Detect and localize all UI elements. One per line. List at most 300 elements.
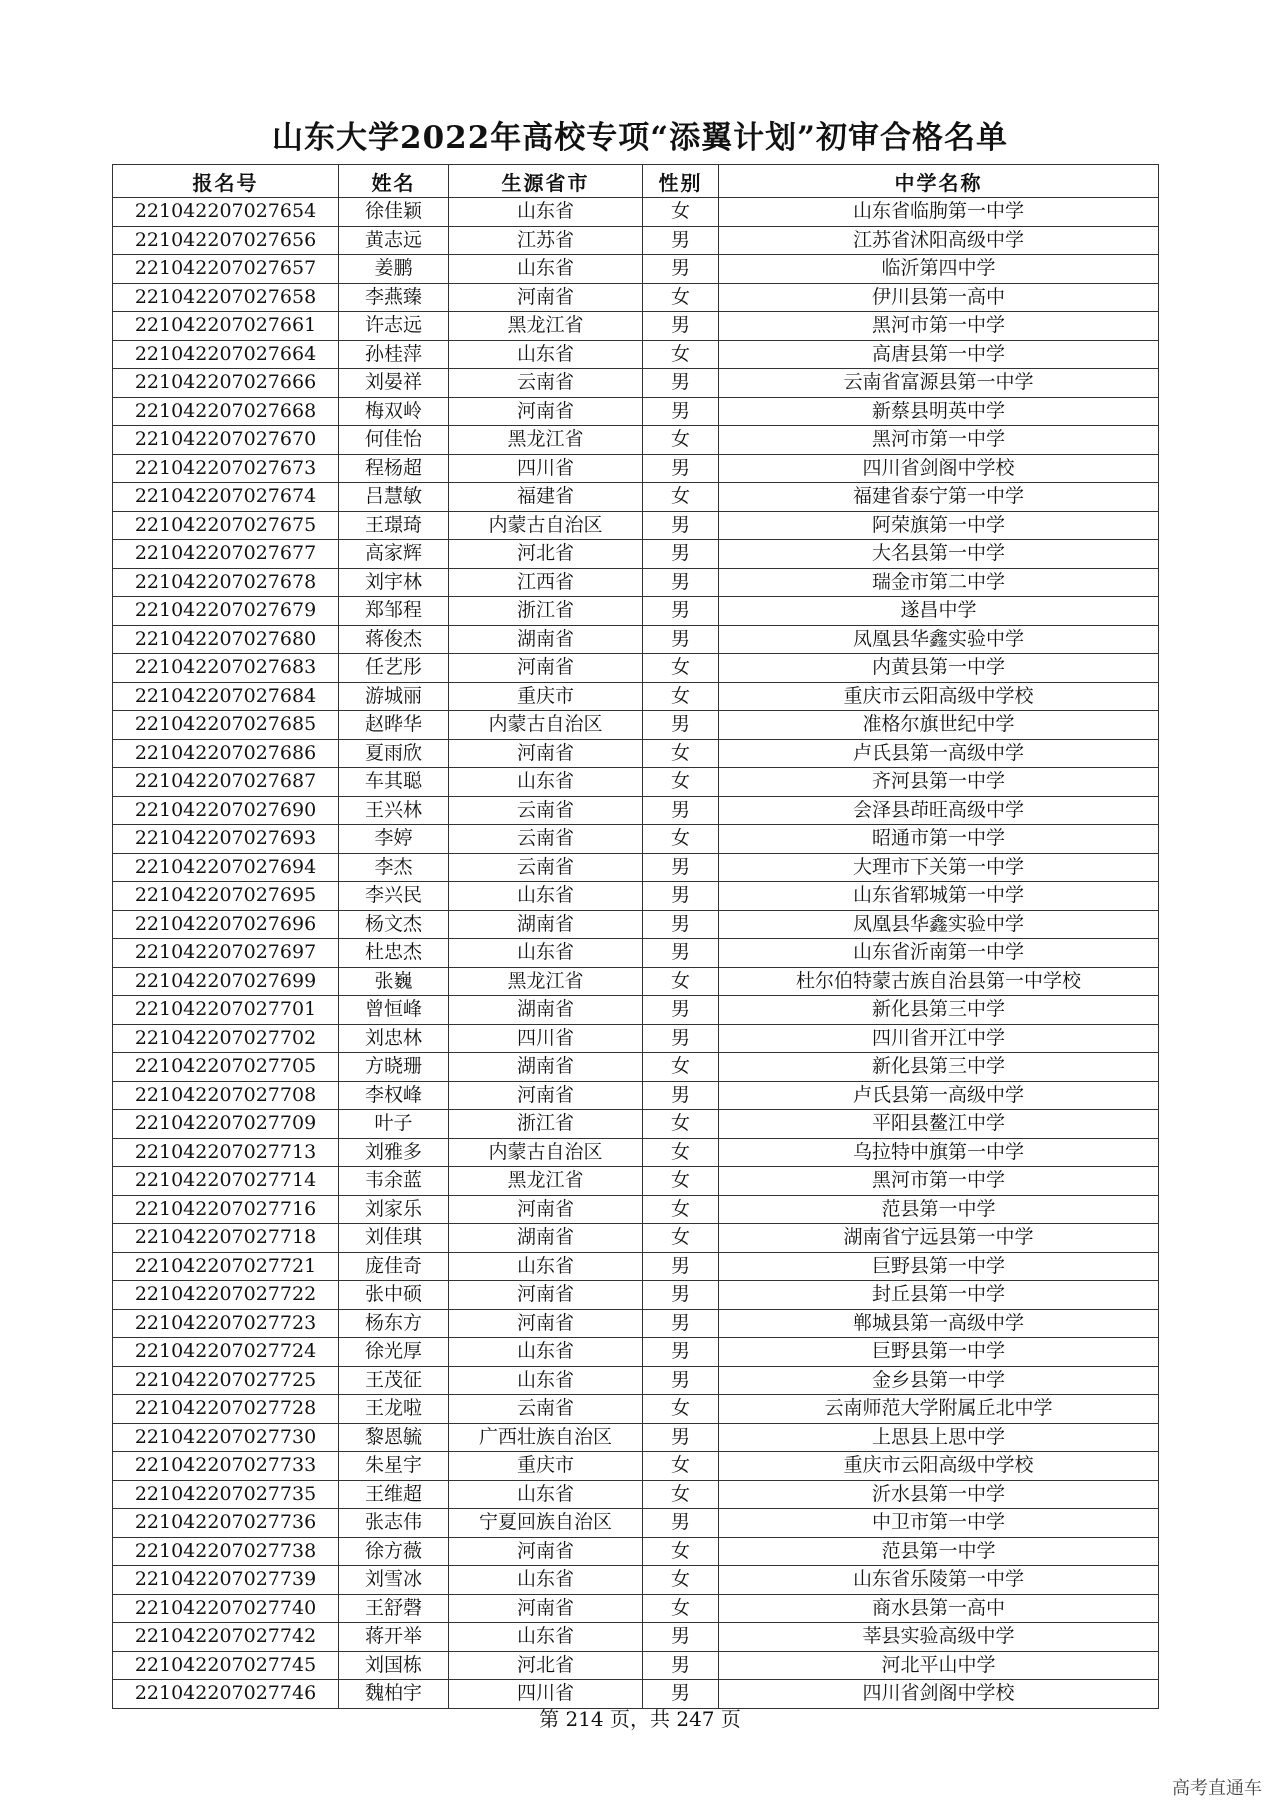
name-cell: 蒋开举 <box>339 1623 449 1652</box>
name-cell: 张志伟 <box>339 1509 449 1538</box>
school-cell: 黑河市第一中学 <box>719 426 1159 455</box>
registration-no-cell: 221042207027735 <box>113 1480 339 1509</box>
school-cell: 新蔡县明英中学 <box>719 397 1159 426</box>
school-cell: 凤凰县华鑫实验中学 <box>719 910 1159 939</box>
registration-no-cell: 221042207027709 <box>113 1110 339 1139</box>
table-row <box>113 1252 1159 1281</box>
registration-no-cell: 221042207027738 <box>113 1537 339 1566</box>
gender-cell: 男 <box>643 1338 719 1367</box>
name-cell: 王璟琦 <box>339 511 449 540</box>
province-cell: 山东省 <box>449 1366 643 1395</box>
gender-cell: 女 <box>643 1480 719 1509</box>
school-cell: 山东省沂南第一中学 <box>719 939 1159 968</box>
registration-no-cell: 221042207027708 <box>113 1081 339 1110</box>
province-cell: 河南省 <box>449 1195 643 1224</box>
name-cell: 王兴林 <box>339 796 449 825</box>
province-cell: 山东省 <box>449 340 643 369</box>
province-cell: 山东省 <box>449 882 643 911</box>
name-cell: 徐方薇 <box>339 1537 449 1566</box>
school-cell: 阿荣旗第一中学 <box>719 511 1159 540</box>
name-cell: 刘家乐 <box>339 1195 449 1224</box>
name-cell: 李燕臻 <box>339 283 449 312</box>
name-cell: 刘雅多 <box>339 1138 449 1167</box>
gender-cell: 女 <box>643 1537 719 1566</box>
school-cell: 会泽县茚旺高级中学 <box>719 796 1159 825</box>
gender-cell: 男 <box>643 540 719 569</box>
province-cell: 云南省 <box>449 825 643 854</box>
name-cell: 王龙啦 <box>339 1395 449 1424</box>
table-row <box>113 255 1159 284</box>
registration-no-cell: 221042207027746 <box>113 1680 339 1709</box>
gender-cell: 女 <box>643 1566 719 1595</box>
gender-cell: 男 <box>643 882 719 911</box>
table-row <box>113 1281 1159 1310</box>
school-cell: 四川省剑阁中学校 <box>719 1680 1159 1709</box>
gender-cell: 男 <box>643 996 719 1025</box>
gender-cell: 男 <box>643 1623 719 1652</box>
registration-no-cell: 221042207027658 <box>113 283 339 312</box>
province-cell: 山东省 <box>449 1623 643 1652</box>
gender-cell: 女 <box>643 1195 719 1224</box>
name-cell: 吕慧敏 <box>339 483 449 512</box>
table-row <box>113 1594 1159 1623</box>
school-cell: 凤凰县华鑫实验中学 <box>719 625 1159 654</box>
table-row <box>113 312 1159 341</box>
province-cell: 河南省 <box>449 1081 643 1110</box>
gender-cell: 女 <box>643 1167 719 1196</box>
school-cell: 内黄县第一中学 <box>719 654 1159 683</box>
table-row <box>113 1110 1159 1139</box>
registration-no-cell: 221042207027728 <box>113 1395 339 1424</box>
name-cell: 庞佳奇 <box>339 1252 449 1281</box>
gender-cell: 女 <box>643 1138 719 1167</box>
registration-no-cell: 221042207027677 <box>113 540 339 569</box>
gender-cell: 男 <box>643 711 719 740</box>
school-cell: 范县第一中学 <box>719 1537 1159 1566</box>
name-cell: 杨东方 <box>339 1309 449 1338</box>
header-row <box>113 165 1159 198</box>
name-cell: 李婷 <box>339 825 449 854</box>
gender-cell: 女 <box>643 426 719 455</box>
gender-cell: 女 <box>643 768 719 797</box>
table-row <box>113 1366 1159 1395</box>
registration-no-cell: 221042207027733 <box>113 1452 339 1481</box>
name-cell: 徐光厚 <box>339 1338 449 1367</box>
name-cell: 许志远 <box>339 312 449 341</box>
table-row <box>113 426 1159 455</box>
province-cell: 河南省 <box>449 1537 643 1566</box>
registration-no-cell: 221042207027718 <box>113 1224 339 1253</box>
school-cell: 新化县第三中学 <box>719 1053 1159 1082</box>
school-cell: 遂昌中学 <box>719 597 1159 626</box>
registration-no-cell: 221042207027722 <box>113 1281 339 1310</box>
gender-cell: 女 <box>643 340 719 369</box>
gender-cell: 男 <box>643 853 719 882</box>
table-row <box>113 1651 1159 1680</box>
province-cell: 山东省 <box>449 1480 643 1509</box>
province-cell: 河南省 <box>449 654 643 683</box>
table-row <box>113 198 1159 227</box>
province-cell: 江苏省 <box>449 226 643 255</box>
province-cell: 云南省 <box>449 853 643 882</box>
registration-no-cell: 221042207027697 <box>113 939 339 968</box>
school-cell: 卢氏县第一高级中学 <box>719 739 1159 768</box>
gender-cell: 女 <box>643 283 719 312</box>
name-cell: 王舒磬 <box>339 1594 449 1623</box>
province-cell: 河南省 <box>449 1281 643 1310</box>
province-cell: 内蒙古自治区 <box>449 1138 643 1167</box>
registration-no-cell: 221042207027745 <box>113 1651 339 1680</box>
registration-no-cell: 221042207027675 <box>113 511 339 540</box>
school-cell: 商水县第一高中 <box>719 1594 1159 1623</box>
table-row <box>113 454 1159 483</box>
gender-cell: 女 <box>643 967 719 996</box>
name-cell: 黄志远 <box>339 226 449 255</box>
school-cell: 齐河县第一中学 <box>719 768 1159 797</box>
school-cell: 卢氏县第一高级中学 <box>719 1081 1159 1110</box>
school-cell: 山东省乐陵第一中学 <box>719 1566 1159 1595</box>
gender-cell: 女 <box>643 1395 719 1424</box>
registration-no-cell: 221042207027664 <box>113 340 339 369</box>
table-row <box>113 1053 1159 1082</box>
gender-cell: 男 <box>643 255 719 284</box>
province-cell: 河北省 <box>449 1651 643 1680</box>
table-row <box>113 397 1159 426</box>
province-cell: 四川省 <box>449 1680 643 1709</box>
gender-cell: 男 <box>643 625 719 654</box>
table-row <box>113 1680 1159 1709</box>
table-row <box>113 1195 1159 1224</box>
registration-no-cell: 221042207027686 <box>113 739 339 768</box>
table-row <box>113 682 1159 711</box>
province-cell: 浙江省 <box>449 597 643 626</box>
name-cell: 刘雪冰 <box>339 1566 449 1595</box>
province-cell: 云南省 <box>449 796 643 825</box>
school-cell: 山东省郓城第一中学 <box>719 882 1159 911</box>
school-cell: 四川省剑阁中学校 <box>719 454 1159 483</box>
school-cell: 四川省开江中学 <box>719 1024 1159 1053</box>
table-row <box>113 226 1159 255</box>
registration-no-cell: 221042207027701 <box>113 996 339 1025</box>
table-row <box>113 796 1159 825</box>
registration-no-cell: 221042207027695 <box>113 882 339 911</box>
school-cell: 巨野县第一中学 <box>719 1252 1159 1281</box>
school-cell: 山东省临朐第一中学 <box>719 198 1159 227</box>
name-cell: 李权峰 <box>339 1081 449 1110</box>
province-cell: 湖南省 <box>449 625 643 654</box>
registration-no-cell: 221042207027699 <box>113 967 339 996</box>
province-cell: 河南省 <box>449 1309 643 1338</box>
registration-no-cell: 221042207027693 <box>113 825 339 854</box>
table-row <box>113 910 1159 939</box>
province-cell: 重庆市 <box>449 682 643 711</box>
province-cell: 江西省 <box>449 568 643 597</box>
table-row <box>113 1338 1159 1367</box>
registration-no-cell: 221042207027680 <box>113 625 339 654</box>
name-cell: 徐佳颖 <box>339 198 449 227</box>
name-cell: 张巍 <box>339 967 449 996</box>
gender-cell: 男 <box>643 1680 719 1709</box>
name-cell: 曾恒峰 <box>339 996 449 1025</box>
table-row <box>113 654 1159 683</box>
registration-no-cell: 221042207027721 <box>113 1252 339 1281</box>
school-cell: 郸城县第一高级中学 <box>719 1309 1159 1338</box>
table-row <box>113 1395 1159 1424</box>
registration-no-cell: 221042207027654 <box>113 198 339 227</box>
registration-no-cell: 221042207027683 <box>113 654 339 683</box>
school-cell: 高唐县第一中学 <box>719 340 1159 369</box>
gender-cell: 女 <box>643 1594 719 1623</box>
name-cell: 游城丽 <box>339 682 449 711</box>
registration-no-cell: 221042207027723 <box>113 1309 339 1338</box>
school-cell: 黑河市第一中学 <box>719 312 1159 341</box>
name-cell: 杜忠杰 <box>339 939 449 968</box>
name-cell: 梅双岭 <box>339 397 449 426</box>
table-row <box>113 739 1159 768</box>
name-cell: 李杰 <box>339 853 449 882</box>
province-cell: 河南省 <box>449 739 643 768</box>
school-cell: 金乡县第一中学 <box>719 1366 1159 1395</box>
gender-cell: 女 <box>643 654 719 683</box>
registration-no-cell: 221042207027656 <box>113 226 339 255</box>
registration-no-cell: 221042207027684 <box>113 682 339 711</box>
province-cell: 黑龙江省 <box>449 967 643 996</box>
registration-no-cell: 221042207027696 <box>113 910 339 939</box>
school-cell: 沂水县第一中学 <box>719 1480 1159 1509</box>
table-row <box>113 825 1159 854</box>
table-row <box>113 711 1159 740</box>
gender-cell: 男 <box>643 454 719 483</box>
name-cell: 黎恩毓 <box>339 1423 449 1452</box>
name-cell: 郑邹程 <box>339 597 449 626</box>
registration-no-cell: 221042207027713 <box>113 1138 339 1167</box>
table-row <box>113 1623 1159 1652</box>
name-cell: 魏柏宇 <box>339 1680 449 1709</box>
province-cell: 云南省 <box>449 1395 643 1424</box>
school-cell: 云南省富源县第一中学 <box>719 369 1159 398</box>
school-cell: 杜尔伯特蒙古族自治县第一中学校 <box>719 967 1159 996</box>
table-row <box>113 967 1159 996</box>
school-cell: 临沂第四中学 <box>719 255 1159 284</box>
name-cell: 何佳怡 <box>339 426 449 455</box>
province-cell: 山东省 <box>449 1566 643 1595</box>
registration-no-cell: 221042207027673 <box>113 454 339 483</box>
gender-cell: 男 <box>643 1281 719 1310</box>
table-row <box>113 1024 1159 1053</box>
table-row <box>113 1566 1159 1595</box>
gender-cell: 女 <box>643 739 719 768</box>
table-row <box>113 1224 1159 1253</box>
table-row <box>113 1423 1159 1452</box>
registration-no-cell: 221042207027657 <box>113 255 339 284</box>
table-row <box>113 768 1159 797</box>
province-cell: 山东省 <box>449 1338 643 1367</box>
gender-cell: 女 <box>643 1053 719 1082</box>
name-cell: 刘忠林 <box>339 1024 449 1053</box>
registration-no-cell: 221042207027668 <box>113 397 339 426</box>
name-cell: 刘国栋 <box>339 1651 449 1680</box>
school-cell: 云南师范大学附属丘北中学 <box>719 1395 1159 1424</box>
col-header-school: 中学名称 <box>719 165 1159 198</box>
gender-cell: 男 <box>643 1024 719 1053</box>
name-cell: 方晓珊 <box>339 1053 449 1082</box>
name-cell: 姜鹏 <box>339 255 449 284</box>
province-cell: 湖南省 <box>449 996 643 1025</box>
table-row <box>113 1081 1159 1110</box>
table-row <box>113 1167 1159 1196</box>
province-cell: 黑龙江省 <box>449 312 643 341</box>
name-cell: 赵晔华 <box>339 711 449 740</box>
registration-no-cell: 221042207027739 <box>113 1566 339 1595</box>
name-cell: 车其聪 <box>339 768 449 797</box>
province-cell: 福建省 <box>449 483 643 512</box>
name-cell: 刘宇林 <box>339 568 449 597</box>
gender-cell: 男 <box>643 597 719 626</box>
province-cell: 四川省 <box>449 1024 643 1053</box>
gender-cell: 男 <box>643 369 719 398</box>
registration-no-cell: 221042207027705 <box>113 1053 339 1082</box>
school-cell: 新化县第三中学 <box>719 996 1159 1025</box>
school-cell: 昭通市第一中学 <box>719 825 1159 854</box>
table-row <box>113 1537 1159 1566</box>
province-cell: 山东省 <box>449 198 643 227</box>
school-cell: 重庆市云阳高级中学校 <box>719 1452 1159 1481</box>
registration-no-cell: 221042207027740 <box>113 1594 339 1623</box>
document-title: 山东大学2022年高校专项“添翼计划”初审合格名单 <box>272 120 1008 156</box>
province-cell: 山东省 <box>449 768 643 797</box>
gender-cell: 女 <box>643 198 719 227</box>
table-row <box>113 996 1159 1025</box>
province-cell: 广西壮族自治区 <box>449 1423 643 1452</box>
registration-no-cell: 221042207027679 <box>113 597 339 626</box>
gender-cell: 男 <box>643 312 719 341</box>
name-cell: 李兴民 <box>339 882 449 911</box>
province-cell: 湖南省 <box>449 1053 643 1082</box>
gender-cell: 女 <box>643 1224 719 1253</box>
name-cell: 蒋俊杰 <box>339 625 449 654</box>
school-cell: 瑞金市第二中学 <box>719 568 1159 597</box>
gender-cell: 男 <box>643 796 719 825</box>
registration-no-cell: 221042207027714 <box>113 1167 339 1196</box>
roster-body <box>113 198 1159 1709</box>
table-row <box>113 853 1159 882</box>
province-cell: 黑龙江省 <box>449 426 643 455</box>
table-row <box>113 283 1159 312</box>
col-header-gender: 性别 <box>643 165 719 198</box>
school-cell: 重庆市云阳高级中学校 <box>719 682 1159 711</box>
province-cell: 宁夏回族自治区 <box>449 1509 643 1538</box>
school-cell: 乌拉特中旗第一中学 <box>719 1138 1159 1167</box>
col-header-name: 姓名 <box>339 165 449 198</box>
registration-no-cell: 221042207027690 <box>113 796 339 825</box>
gender-cell: 男 <box>643 397 719 426</box>
school-cell: 平阳县鳌江中学 <box>719 1110 1159 1139</box>
table-row <box>113 597 1159 626</box>
name-cell: 刘佳琪 <box>339 1224 449 1253</box>
school-cell: 莘县实验高级中学 <box>719 1623 1159 1652</box>
school-cell: 上思县上思中学 <box>719 1423 1159 1452</box>
name-cell: 叶子 <box>339 1110 449 1139</box>
name-cell: 韦余蓝 <box>339 1167 449 1196</box>
gender-cell: 女 <box>643 1452 719 1481</box>
registration-no-cell: 221042207027685 <box>113 711 339 740</box>
school-cell: 江苏省沭阳高级中学 <box>719 226 1159 255</box>
gender-cell: 男 <box>643 226 719 255</box>
name-cell: 高家辉 <box>339 540 449 569</box>
school-cell: 福建省泰宁第一中学 <box>719 483 1159 512</box>
col-header-registration-no: 报名号 <box>113 165 339 198</box>
name-cell: 王维超 <box>339 1480 449 1509</box>
name-cell: 王茂征 <box>339 1366 449 1395</box>
province-cell: 浙江省 <box>449 1110 643 1139</box>
province-cell: 内蒙古自治区 <box>449 511 643 540</box>
school-cell: 范县第一中学 <box>719 1195 1159 1224</box>
name-cell: 任艺彤 <box>339 654 449 683</box>
school-cell: 伊川县第一高中 <box>719 283 1159 312</box>
registration-no-cell: 221042207027725 <box>113 1366 339 1395</box>
registration-no-cell: 221042207027730 <box>113 1423 339 1452</box>
table-row <box>113 340 1159 369</box>
province-cell: 四川省 <box>449 454 643 483</box>
province-cell: 山东省 <box>449 1252 643 1281</box>
registration-no-cell: 221042207027661 <box>113 312 339 341</box>
province-cell: 河北省 <box>449 540 643 569</box>
table-row <box>113 625 1159 654</box>
table-row <box>113 1138 1159 1167</box>
table-row <box>113 1509 1159 1538</box>
gender-cell: 男 <box>643 1309 719 1338</box>
name-cell: 朱星宇 <box>339 1452 449 1481</box>
name-cell: 刘晏祥 <box>339 369 449 398</box>
gender-cell: 女 <box>643 825 719 854</box>
province-cell: 内蒙古自治区 <box>449 711 643 740</box>
province-cell: 河南省 <box>449 283 643 312</box>
name-cell: 程杨超 <box>339 454 449 483</box>
registration-no-cell: 221042207027702 <box>113 1024 339 1053</box>
watermark: 高考直通车 <box>1172 1778 1262 1799</box>
gender-cell: 男 <box>643 1366 719 1395</box>
gender-cell: 男 <box>643 1252 719 1281</box>
gender-cell: 男 <box>643 511 719 540</box>
registration-no-cell: 221042207027694 <box>113 853 339 882</box>
gender-cell: 男 <box>643 1423 719 1452</box>
school-cell: 中卫市第一中学 <box>719 1509 1159 1538</box>
registration-no-cell: 221042207027742 <box>113 1623 339 1652</box>
school-cell: 大名县第一中学 <box>719 540 1159 569</box>
province-cell: 河南省 <box>449 1594 643 1623</box>
table-row <box>113 540 1159 569</box>
table-row <box>113 1480 1159 1509</box>
gender-cell: 男 <box>643 1081 719 1110</box>
name-cell: 张中硕 <box>339 1281 449 1310</box>
table-row <box>113 369 1159 398</box>
page-footer: 第 214 页，共 247 页 <box>539 1707 741 1731</box>
school-cell: 大理市下关第一中学 <box>719 853 1159 882</box>
name-cell: 夏雨欣 <box>339 739 449 768</box>
table-row <box>113 483 1159 512</box>
gender-cell: 女 <box>643 682 719 711</box>
school-cell: 湖南省宁远县第一中学 <box>719 1224 1159 1253</box>
registration-no-cell: 221042207027666 <box>113 369 339 398</box>
province-cell: 黑龙江省 <box>449 1167 643 1196</box>
name-cell: 孙桂萍 <box>339 340 449 369</box>
gender-cell: 男 <box>643 939 719 968</box>
table-row <box>113 882 1159 911</box>
registration-no-cell: 221042207027674 <box>113 483 339 512</box>
roster-table <box>112 164 1159 1709</box>
registration-no-cell: 221042207027687 <box>113 768 339 797</box>
province-cell: 河南省 <box>449 397 643 426</box>
